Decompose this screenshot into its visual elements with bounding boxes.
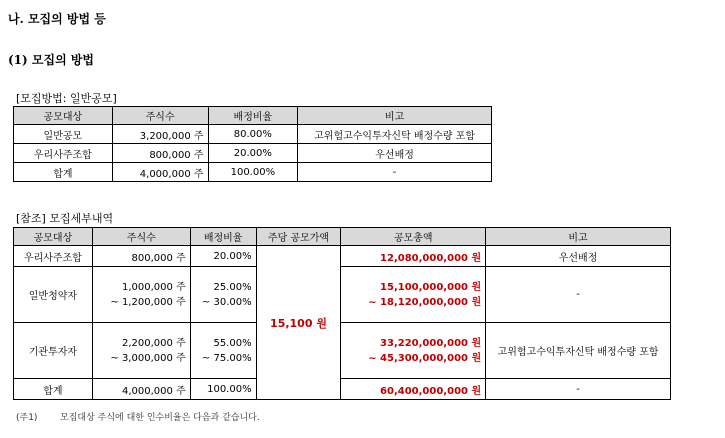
footnote-text: 모집대상 주식에 대한 인수비율은 다음과 같습니다.: [60, 413, 260, 423]
recruitment-detail-table: [13, 227, 671, 400]
cell-note: 우선배정: [486, 246, 671, 267]
column-header: 비고: [486, 228, 671, 246]
cell-shares: 800,000 주: [92, 246, 190, 267]
cell-amount: 33,220,000,000 원 ~ 45,300,000,000 원: [341, 323, 486, 379]
cell-target: 우리사주조합: [14, 246, 93, 267]
cell-amount: 15,100,000,000 원 ~ 18,120,000,000 원: [341, 267, 486, 323]
table-row: [14, 323, 671, 379]
column-header: 비고: [298, 107, 492, 125]
table1-caption: [모집방법: 일반공모]: [16, 92, 117, 105]
cell-note: -: [298, 163, 492, 182]
cell-shares: 2,200,000 주 ~ 3,000,000 주: [92, 323, 190, 379]
footnote-label: (주1): [16, 413, 38, 423]
cell-target: 기관투자자: [14, 323, 93, 379]
cell-ratio: 20.00%: [190, 246, 256, 267]
cell-target: 우리사주조합: [14, 144, 113, 163]
column-header: 주당 공모가액: [256, 228, 341, 246]
table-row-total: [14, 163, 492, 182]
column-header: 주식수: [92, 228, 190, 246]
cell-target: 일반공모: [14, 125, 113, 144]
cell-target: 합계: [14, 379, 93, 400]
cell-shares: 4,000,000 주: [112, 163, 208, 182]
cell-note: 고위험고수익투자신탁 배정수량 포함: [486, 323, 671, 379]
cell-note: -: [486, 267, 671, 323]
table-header-row: [14, 107, 492, 125]
cell-target: 일반청약자: [14, 267, 93, 323]
column-header: 주식수: [112, 107, 208, 125]
cell-note: 고위험고수익투자신탁 배정수량 포함: [298, 125, 492, 144]
cell-note: -: [486, 379, 671, 400]
cell-shares: 800,000 주: [112, 144, 208, 163]
cell-ratio: 20.00%: [208, 144, 298, 163]
recruitment-method-table: [13, 106, 492, 182]
column-header: 공모대상: [14, 228, 93, 246]
cell-note: 우선배정: [298, 144, 492, 163]
cell-ratio: 25.00% ~ 30.00%: [190, 267, 256, 323]
column-header: 배정비율: [208, 107, 298, 125]
section-heading: 나. 모집의 방법 등: [8, 12, 106, 26]
column-header: 공모총액: [341, 228, 486, 246]
cell-amount: 12,080,000,000 원: [341, 246, 486, 267]
table-row: [14, 125, 492, 144]
table-row: [14, 246, 671, 267]
cell-target: 합계: [14, 163, 113, 182]
cell-ratio: 100.00%: [190, 379, 256, 400]
cell-ratio: 55.00% ~ 75.00%: [190, 323, 256, 379]
cell-shares: 1,000,000 주 ~ 1,200,000 주: [92, 267, 190, 323]
table-row: [14, 267, 671, 323]
cell-ratio: 80.00%: [208, 125, 298, 144]
table2-caption: [참조] 모집세부내역: [16, 212, 114, 225]
table-row-total: [14, 379, 671, 400]
table-header-row: [14, 228, 671, 246]
column-header: 배정비율: [190, 228, 256, 246]
column-header: 공모대상: [14, 107, 113, 125]
subsection-heading: (1) 모집의 방법: [8, 53, 95, 67]
cell-amount: 60,400,000,000 원: [341, 379, 486, 400]
cell-shares: 4,000,000 주: [92, 379, 190, 400]
table-row: [14, 144, 492, 163]
cell-ratio: 100.00%: [208, 163, 298, 182]
cell-offer-price: 15,100 원: [256, 246, 341, 400]
cell-shares: 3,200,000 주: [112, 125, 208, 144]
